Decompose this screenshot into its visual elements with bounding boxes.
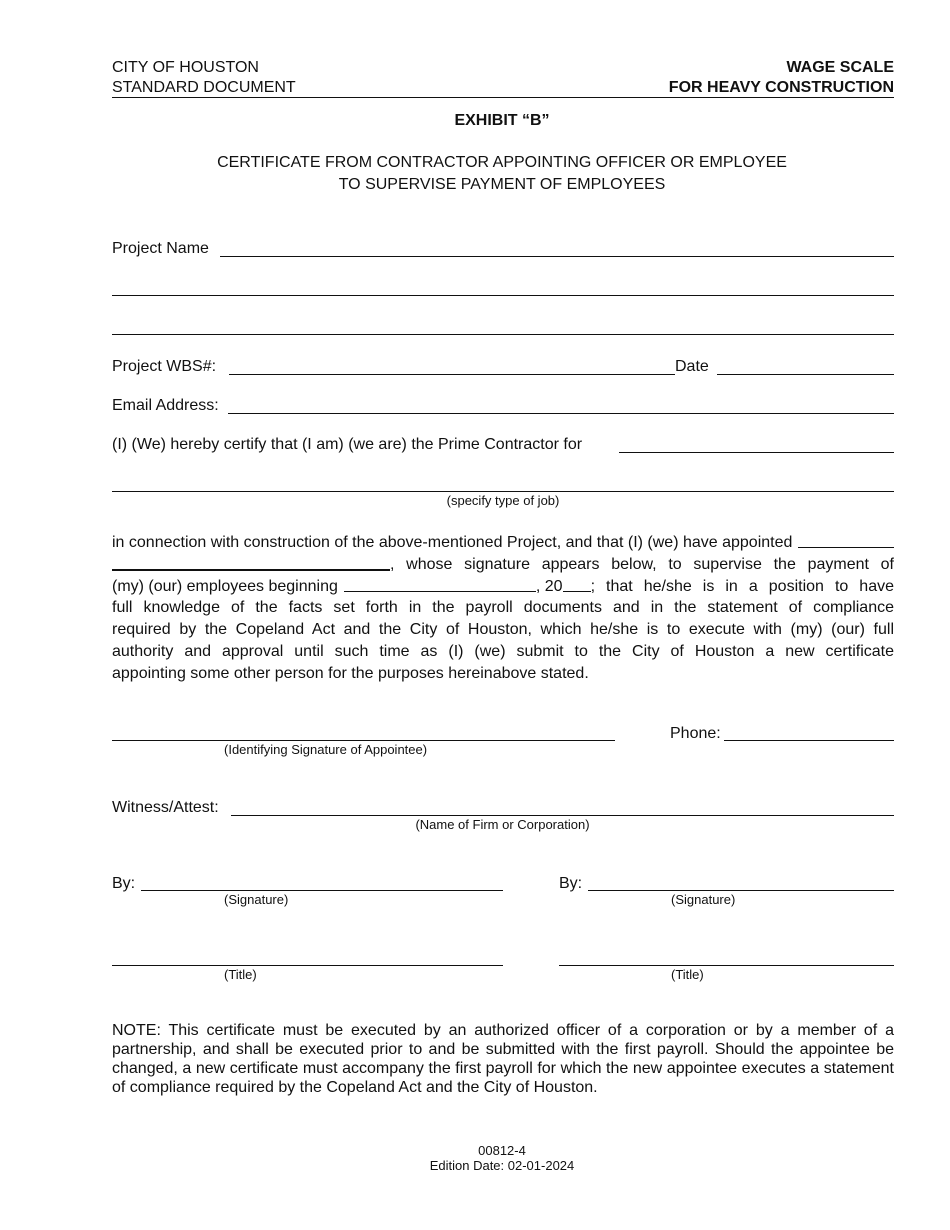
appointee-signature-caption: (Identifying Signature of Appointee) [224,742,428,757]
project-wbs-label: Project WBS#: [112,358,217,375]
header-right-line2: FOR HEAVY CONSTRUCTION [668,79,894,96]
signature-field-left[interactable] [141,872,503,891]
phone-field[interactable] [724,722,894,741]
witness-field[interactable] [231,797,894,816]
appointment-paragraph [112,532,894,685]
page-title-line2: TO SUPERVISE PAYMENT OF EMPLOYEES [338,176,666,193]
paragraph-line3c: ; that he/she is in a position to have [590,577,894,595]
contractor-for-field[interactable] [619,434,894,453]
date-label: Date [675,358,709,375]
by-label-right: By: [559,875,583,892]
paragraph-line1: in connection with construction of the above-mentioned Project, and that (I) (we) have appointed [112,534,793,551]
header-left-line1: CITY OF HOUSTON [112,59,259,76]
project-name-label: Project Name [112,240,209,257]
specify-job-caption: (specify type of job) [446,493,560,508]
title-caption-left: (Title) [224,967,257,982]
footer-edition-date: Edition Date: 02-01-2024 [429,1158,575,1173]
title-caption-right: (Title) [671,967,704,982]
paragraph-line3a: (my) (our) employees beginning [112,577,338,595]
witness-label: Witness/Attest: [112,799,219,816]
paragraph-line3b: , 20 [535,577,563,595]
note-paragraph: NOTE: This certificate must be executed by an authorized officer of a corporation or by a member of a partnership, and shall be executed prior to and be submitted with the first payroll. Should the appointee be changed, a new certificate must accompany the first payroll for which the new appointee executes a statement of compliance required by the Copeland Act and the City of Houston. [112,1022,894,1096]
signature-caption-left: (Signature) [224,892,289,907]
header-left-line2: STANDARD DOCUMENT [112,79,296,96]
title-field-right[interactable] [559,947,894,966]
certify-statement: (I) (We) hereby certify that (I am) (we are) the Prime Contractor for [112,436,583,453]
appointee-name-field-cont[interactable] [112,554,390,571]
project-name-field-line2[interactable] [112,277,894,296]
paragraph-line4: full knowledge of the facts set forth in the payroll documents and in the statement of compliance [112,599,894,617]
date-field[interactable] [717,356,894,375]
signature-caption-right: (Signature) [671,892,736,907]
email-field[interactable] [228,395,894,414]
paragraph-line2: , whose signature appears below, to supervise the payment of [390,555,894,573]
project-wbs-field[interactable] [229,356,675,375]
title-field-left[interactable] [112,947,503,966]
footer-doc-number: 00812-4 [478,1143,526,1158]
project-name-field-line3[interactable] [112,316,894,335]
appointee-name-field[interactable] [798,532,894,548]
project-name-field[interactable] [220,238,894,257]
appointee-signature-field[interactable] [112,722,615,741]
by-label-left: By: [112,875,136,892]
page-title-line1: CERTIFICATE FROM CONTRACTOR APPOINTING OFFICER OR EMPLOYEE [217,154,787,171]
year-field[interactable] [563,576,591,592]
header-right-line1: WAGE SCALE [786,59,894,76]
exhibit-heading: EXHIBIT “B” [454,112,550,129]
firm-caption: (Name of Firm or Corporation) [415,817,590,832]
paragraph-line7: appointing some other person for the purposes hereinabove stated. [112,664,589,682]
signature-field-right[interactable] [588,872,894,891]
paragraph-line5: required by the Copeland Act and the City of Houston, which he/she is to execute with (my) (our) full [112,621,894,639]
paragraph-line6: authority and approval until such time as (I) (we) submit to the City of Houston a new certificate [112,642,894,660]
email-label: Email Address: [112,397,219,414]
beginning-date-field[interactable] [344,576,536,592]
phone-label: Phone: [670,725,721,742]
job-type-field[interactable] [112,473,894,492]
header-divider [112,97,894,98]
